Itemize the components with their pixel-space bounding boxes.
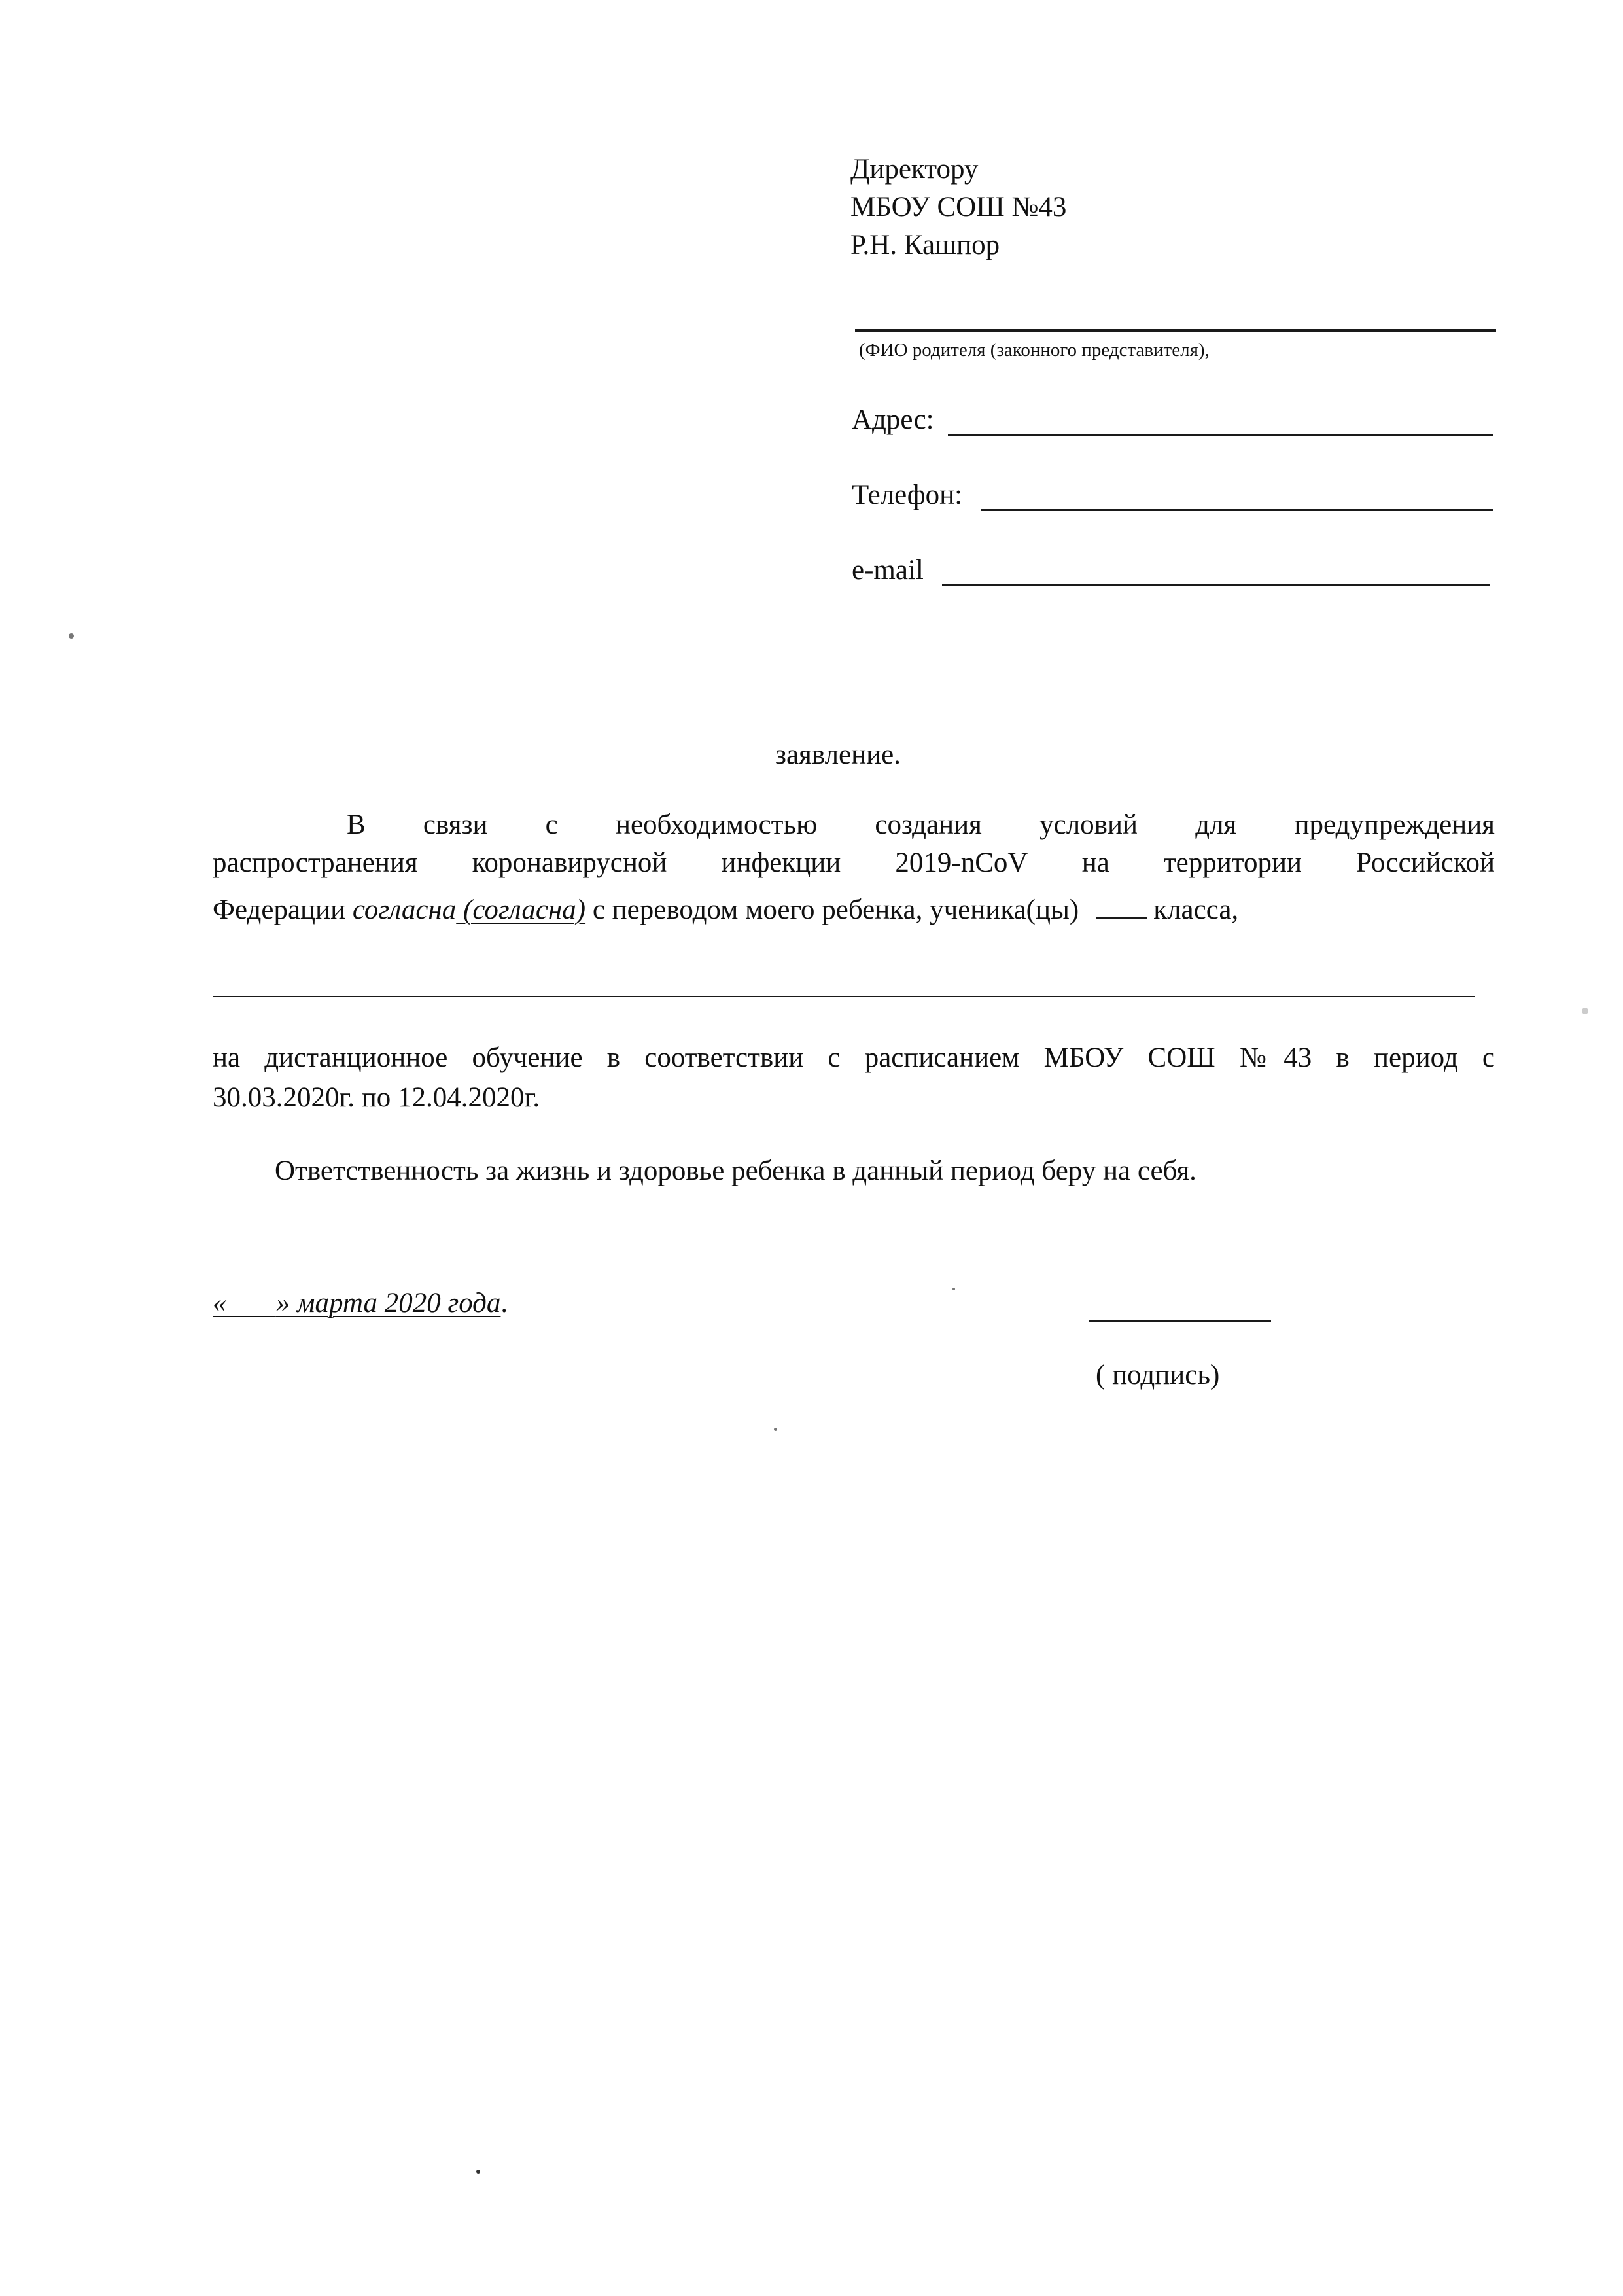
date-underlined[interactable]: « » марта 2020 года xyxy=(213,1288,501,1318)
fio-line[interactable] xyxy=(855,329,1496,332)
phone-line[interactable] xyxy=(981,509,1493,511)
signature-line[interactable] xyxy=(1089,1320,1271,1322)
scan-speck xyxy=(476,2170,480,2174)
paragraph-1-line-2: распространения коронавирусной инфекции 2019-nCoV на территории Российской xyxy=(213,847,1495,878)
phone-label: Телефон: xyxy=(852,480,963,510)
scan-speck xyxy=(1582,1008,1588,1014)
address-label: Адрес: xyxy=(852,404,934,435)
email-label: e-mail xyxy=(852,555,924,586)
federation-text: Федерации xyxy=(213,894,346,925)
class-word: класса, xyxy=(1153,894,1239,925)
addressee-block xyxy=(850,150,1066,264)
address-line[interactable] xyxy=(948,434,1493,436)
email-line[interactable] xyxy=(942,584,1490,586)
paragraph-3: Ответственность за жизнь и здоровье ребенка в данный период беру на себя. xyxy=(275,1156,1196,1186)
paragraph-1-line-3 xyxy=(213,895,1238,924)
scan-speck xyxy=(952,1288,955,1290)
class-number-blank[interactable] xyxy=(1096,895,1147,919)
signature-caption: ( подпись) xyxy=(1096,1360,1220,1390)
agree-option-1[interactable]: согласна xyxy=(352,894,457,925)
agree-option-2[interactable]: (согласна) xyxy=(463,894,586,925)
scan-speck xyxy=(774,1428,777,1431)
paragraph-2-line-1: на дистанционное обучение в соответствии с расписанием МБОУ СОШ №43 в период с xyxy=(213,1042,1495,1073)
scan-speck xyxy=(69,633,74,639)
date-field[interactable] xyxy=(213,1289,508,1317)
date-period: . xyxy=(500,1288,508,1318)
addressee-name: Р.Н. Кашпор xyxy=(850,230,1000,260)
document-title: заявление. xyxy=(775,739,901,770)
paragraph-2-line-2: 30.03.2020г. по 12.04.2020г. xyxy=(213,1082,540,1113)
addressee-position: Директору xyxy=(850,154,979,185)
transfer-text: с переводом моего ребенка, ученика(цы) xyxy=(592,894,1079,925)
student-name-line[interactable] xyxy=(213,996,1475,997)
paragraph-1-line-1: В связи с необходимостью создания условий для предупреждения xyxy=(347,809,1495,840)
fio-caption: (ФИО родителя (законного представителя), xyxy=(859,340,1210,361)
addressee-school: МБОУ СОШ №43 xyxy=(850,192,1067,222)
